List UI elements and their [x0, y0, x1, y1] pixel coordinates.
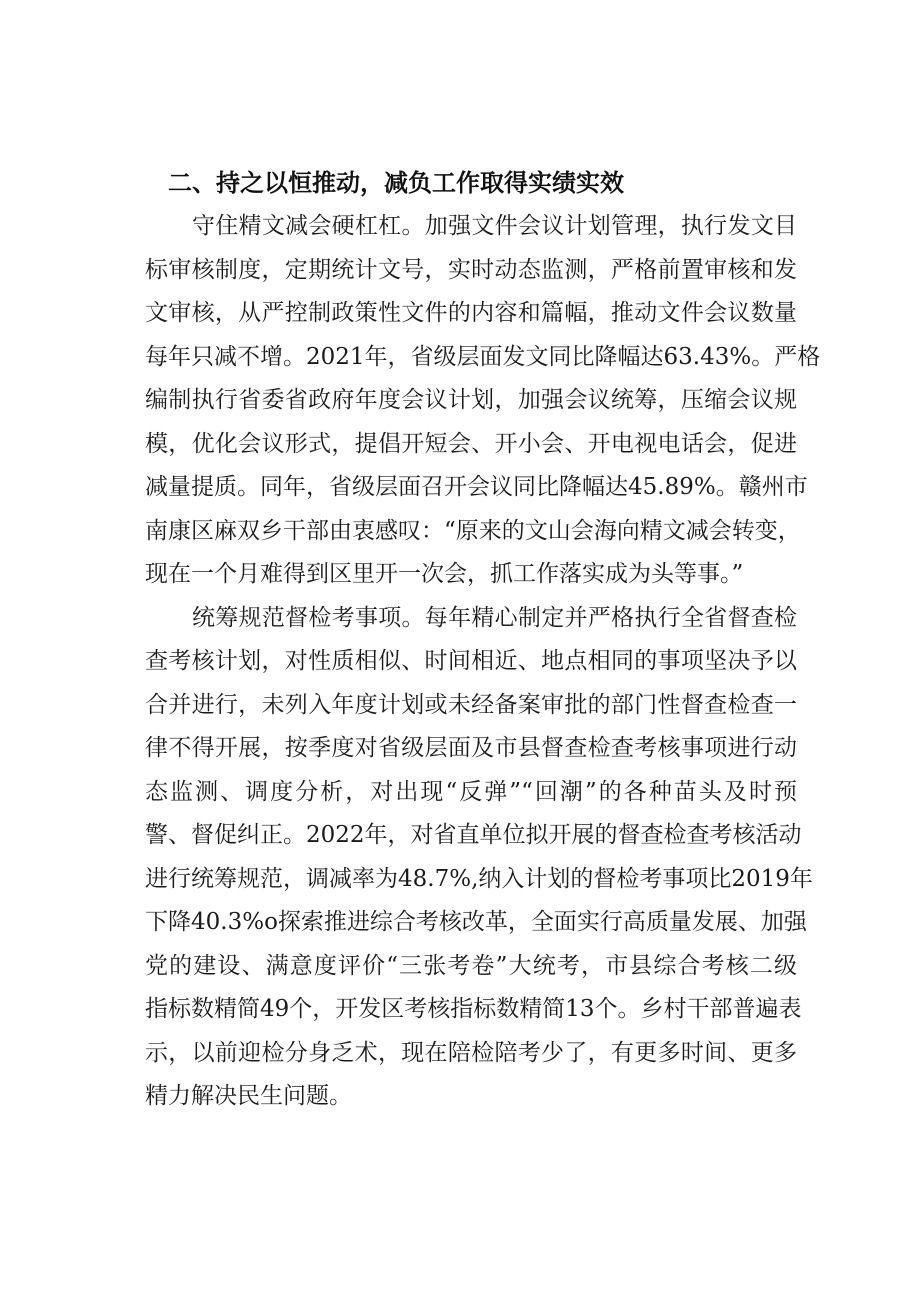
paragraph-line: 态监测、调度分析，对出现“反弹”“回潮”的各种苗头及时预	[145, 779, 797, 805]
paragraph-line: 查考核计划，对性质相似、时间相近、地点相同的事项坚决予以	[145, 648, 797, 674]
paragraph-line: 编制执行省委省政府年度会议计划，加强会议统筹，压缩会议规	[145, 387, 797, 413]
paragraph-line: 示，以前迎检分身乏术，现在陪检陪考少了，有更多时间、更多	[145, 1040, 797, 1066]
paragraph-line: 指标数精简49个，开发区考核指标数精简13个。乡村干部普遍表	[145, 996, 802, 1022]
paragraph-line: 统筹规范督检考事项。每年精心制定并严格执行全省督查检	[192, 605, 797, 631]
paragraph-line: 下降40.3%o探索推进综合考核改革，全面实行高质量发展、加强	[145, 909, 807, 935]
paragraph-line: 合并进行，未列入年度计划或未经备案审批的部门性督查检查一	[145, 692, 797, 718]
section-heading: 二、持之以恒推动，减负工作取得实绩实效	[168, 169, 624, 197]
paragraph-line: 减量提质。同年，省级层面召开会议同比降幅达45.89%。赣州市	[145, 474, 808, 500]
paragraph-line: 警、督促纠正。2022年，对省直单位拟开展的督查检查考核活动	[145, 822, 802, 848]
paragraph-line: 律不得开展，按季度对省级层面及市县督查检查考核事项进行动	[145, 735, 797, 761]
paragraph-line: 文审核，从严控制政策性文件的内容和篇幅，推动文件会议数量	[145, 300, 797, 326]
paragraph-line: 现在一个月难得到区里开一次会，抓工作落实成为头等事。”	[145, 561, 744, 587]
paragraph-line: 守住精文减会硬杠杠。加强文件会议计划管理，执行发文目	[192, 213, 797, 239]
paragraph-line: 党的建设、满意度评价“三张考卷”大统考，市县综合考核二级	[145, 953, 797, 979]
paragraph-line: 模，优化会议形式，提倡开短会、开小会、开电视电话会，促进	[145, 431, 797, 457]
paragraph-line: 每年只减不增。2021年，省级层面发文同比降幅达63.43%。严格	[145, 344, 821, 370]
paragraph-line: 精力解决民生问题。	[145, 1083, 352, 1109]
paragraph-line: 南康区麻双乡干部由衷感叹：“原来的文山会海向精文减会转变，	[145, 518, 801, 544]
paragraph-line: 标审核制度，定期统计文号，实时动态监测，严格前置审核和发	[145, 257, 797, 283]
paragraph-line: 进行统筹规范，调减率为48.7%,纳入计划的督检考事项比2019年	[145, 866, 813, 892]
